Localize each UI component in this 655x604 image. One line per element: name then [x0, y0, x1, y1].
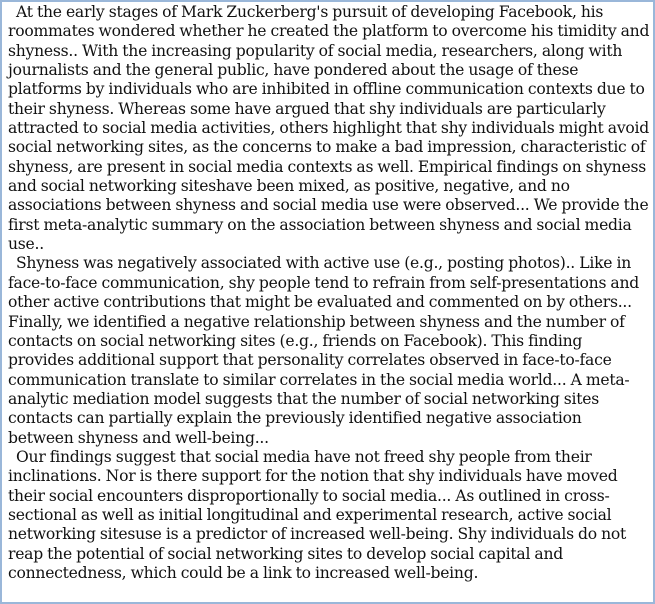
paragraph-1: At the early stages of Mark Zuckerberg's pursuit of developing Facebook, his roommates wondered whether he created the platform to overcome his timidity and shyness.. With the increasing popularity of social media, researchers, along with journalists and the general public, have pondered about the usage of these platforms by individuals who are inhibited in offline communication contexts due to their shyness. Whereas some have argued that shy individuals are particularly attracted to social media activities, others highlight that shy individuals might avoid social networking sites, as the concerns to make a bad impression, characteristic of shyness, are present in social media contexts as well. Empirical findings on shyness and social networking siteshave been mixed, as positive, negative, and no associations between shyness and social media use were observed... We provide the first meta-analytic summary on the association between shyness and social media use..	[8, 3, 650, 254]
document-body	[8, 3, 650, 583]
paragraph-2: Shyness was negatively associated with active use (e.g., posting photos).. Like in face-to-face communication, shy people tend to refrain from self-presentations and other active contributions that might be evaluated and commented on by others... Finally, we identified a negative relationship between shyness and the number of contacts on social networking sites (e.g., friends on Facebook). This finding provides additional support that personality correlates observed in face-to-face communication translate to similar correlates in the social media world... A meta-analytic mediation model suggests that the number of social networking sites contacts can partially explain the previously identified negative association between shyness and well-being...	[8, 254, 639, 447]
paragraph-3: Our findings suggest that social media have not freed shy people from their inclinations. Nor is there support for the notion that shy individuals have moved their social encounters disproportionally to social media... As outlined in cross-sectional as well as initial longitudinal and experimental research, active social networking sitesuse is a predictor of increased well-being. Shy individuals do not reap the potential of social networking sites to develop social capital and connectedness, which could be a link to increased well-being.	[8, 447, 627, 582]
